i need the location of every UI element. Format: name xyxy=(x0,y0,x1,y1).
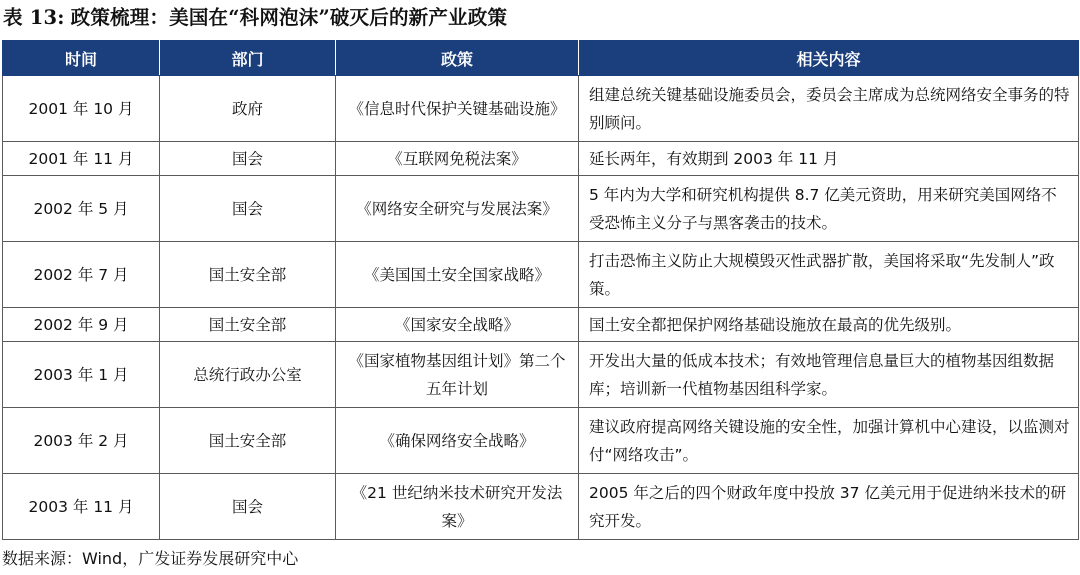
table-number: 表 13: xyxy=(3,6,65,29)
table-row xyxy=(3,308,1079,342)
cell-policy: 《美国国土安全国家战略》 xyxy=(336,242,579,308)
header-dept: 部门 xyxy=(160,41,336,76)
cell-policy: 《信息时代保护关键基础设施》 xyxy=(336,76,579,142)
cell-dept: 国会 xyxy=(160,142,336,176)
cell-time: 2001 年 10 月 xyxy=(3,76,160,142)
cell-content: 国土安全都把保护网络基础设施放在最高的优先级别。 xyxy=(579,308,1079,342)
cell-policy: 《21 世纪纳米技术研究开发法案》 xyxy=(336,474,579,540)
table-row xyxy=(3,474,1079,540)
cell-policy: 《国家植物基因组计划》第二个五年计划 xyxy=(336,342,579,408)
cell-policy: 《互联网免税法案》 xyxy=(336,142,579,176)
cell-policy: 《确保网络安全战略》 xyxy=(336,408,579,474)
policy-table xyxy=(2,40,1079,540)
cell-content: 打击恐怖主义防止大规模毁灭性武器扩散，美国将采取“先发制人”政策。 xyxy=(579,242,1079,308)
cell-time: 2002 年 9 月 xyxy=(3,308,160,342)
table-row xyxy=(3,342,1079,408)
cell-policy: 《网络安全研究与发展法案》 xyxy=(336,176,579,242)
table-row xyxy=(3,242,1079,308)
cell-content: 组建总统关键基础设施委员会，委员会主席成为总统网络安全事务的特别顾问。 xyxy=(579,76,1079,142)
cell-time: 2002 年 7 月 xyxy=(3,242,160,308)
cell-dept: 总统行政办公室 xyxy=(160,342,336,408)
table-row xyxy=(3,176,1079,242)
cell-dept: 国土安全部 xyxy=(160,242,336,308)
header-time: 时间 xyxy=(3,41,160,76)
cell-policy: 《国家安全战略》 xyxy=(336,308,579,342)
cell-dept: 国会 xyxy=(160,176,336,242)
cell-dept: 国会 xyxy=(160,474,336,540)
cell-content: 开发出大量的低成本技术；有效地管理信息量巨大的植物基因组数据库；培训新一代植物基因组科学家。 xyxy=(579,342,1079,408)
cell-time: 2003 年 2 月 xyxy=(3,408,160,474)
cell-dept: 政府 xyxy=(160,76,336,142)
table-row xyxy=(3,408,1079,474)
cell-time: 2003 年 11 月 xyxy=(3,474,160,540)
header-policy: 政策 xyxy=(336,41,579,76)
cell-content: 延长两年，有效期到 2003 年 11 月 xyxy=(579,142,1079,176)
cell-content: 5 年内为大学和研究机构提供 8.7 亿美元资助，用来研究美国网络不受恐怖主义分子与黑客袭击的技术。 xyxy=(579,176,1079,242)
table-row xyxy=(3,142,1079,176)
table-title: 政策梳理：美国在“科网泡沫”破灭后的新产业政策 xyxy=(70,6,508,29)
table-caption xyxy=(3,2,507,34)
cell-dept: 国土安全部 xyxy=(160,308,336,342)
cell-content: 2005 年之后的四个财政年度中投放 37 亿美元用于促进纳米技术的研究开发。 xyxy=(579,474,1079,540)
header-row xyxy=(3,41,1079,76)
cell-time: 2002 年 5 月 xyxy=(3,176,160,242)
cell-time: 2003 年 1 月 xyxy=(3,342,160,408)
cell-dept: 国土安全部 xyxy=(160,408,336,474)
header-content: 相关内容 xyxy=(579,41,1079,76)
cell-time: 2001 年 11 月 xyxy=(3,142,160,176)
source-note: 数据来源：Wind，广发证券发展研究中心 xyxy=(2,549,299,568)
table-row xyxy=(3,76,1079,142)
cell-content: 建议政府提高网络关键设施的安全性，加强计算机中心建设，以监测对付“网络攻击”。 xyxy=(579,408,1079,474)
